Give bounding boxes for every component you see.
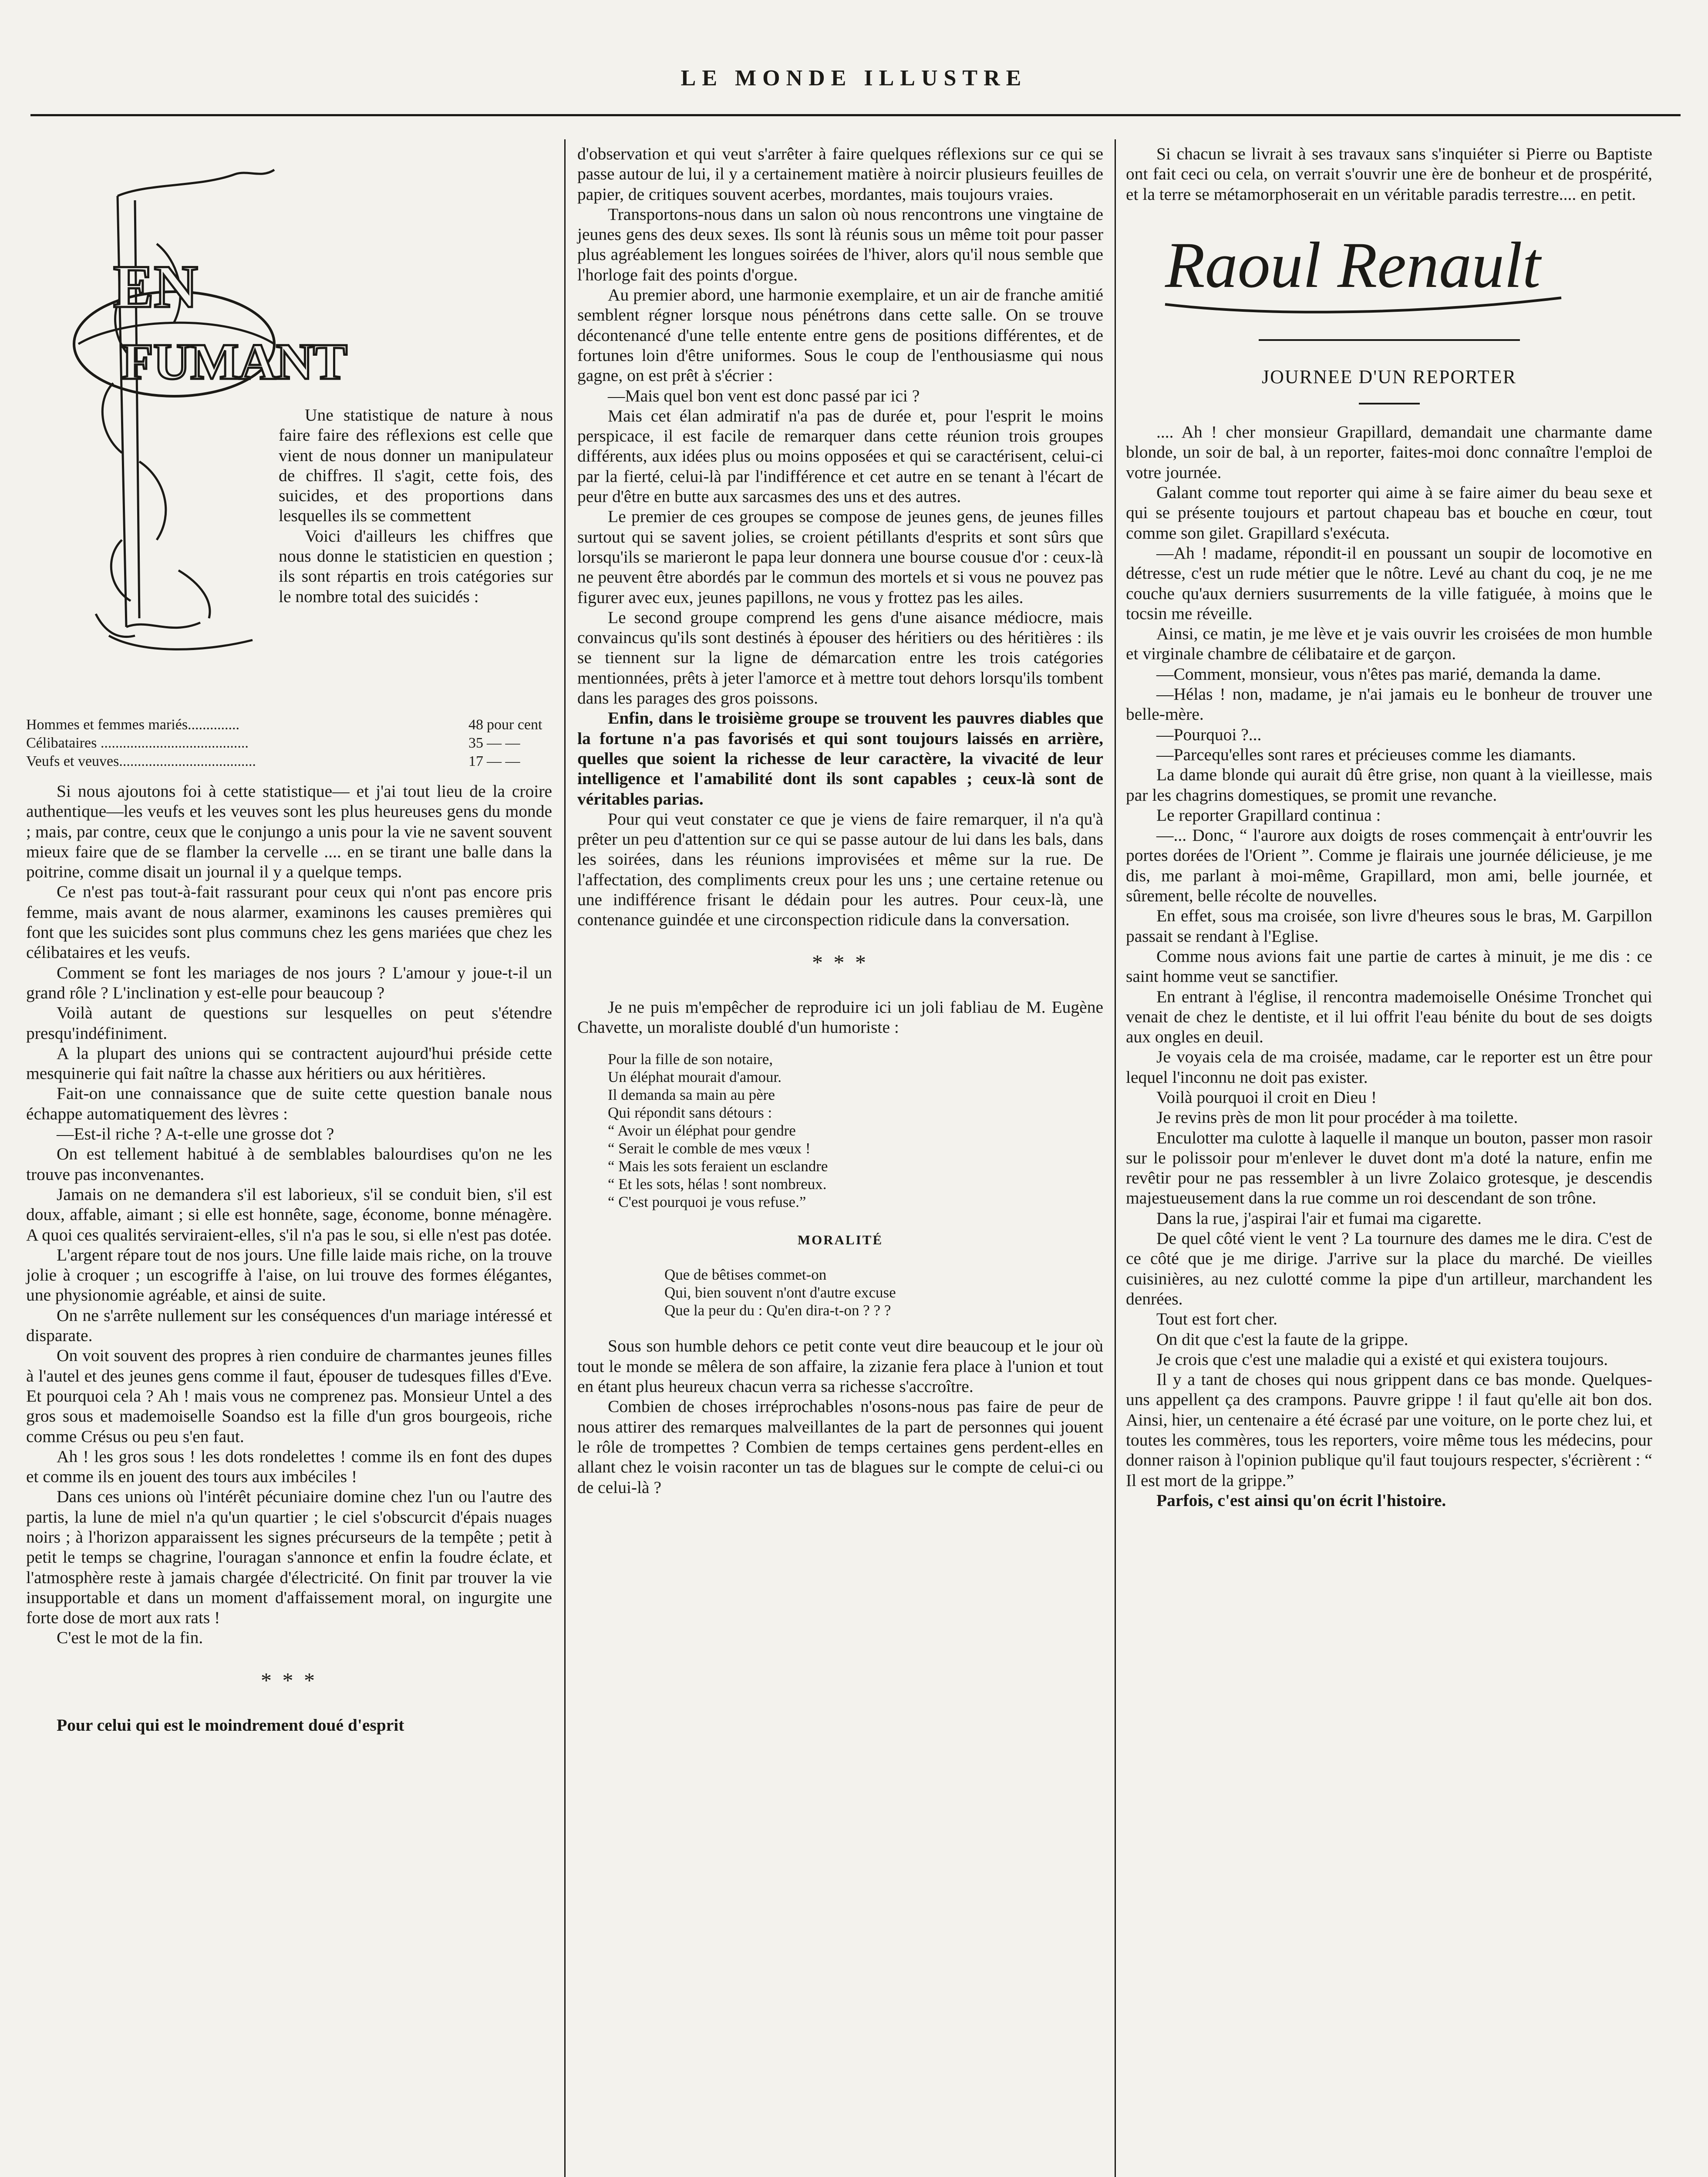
paragraph: L'argent répare tout de nos jours. Une fille laide mais riche, on la trouve jolie à croquer ; un escogriffe à l'aise, on lui trouve des formes élégantes, une physionomie agréable, et ainsi de suite. <box>26 1245 552 1305</box>
paragraph: A la plupart des unions qui se contractent aujourd'hui préside cette mesquinerie qui fait naître la chasse aux héritiers ou aux héritières. <box>26 1043 552 1083</box>
paragraph: Le reporter Grapillard continua : <box>1156 805 1381 825</box>
paragraph: Mais cet élan admiratif n'a pas de durée et, pour l'esprit le moins perspicace, il est facile de remarquer dans cette réunion trois groupes différents, aux idées plus ou moins opposées et qui se caractérisent, celui-ci par la fierté, celui-là par l'indifférence et cet autre en se tenant à l'écart de peur d'être en butte aux sarcasmes des uns et des autres. <box>577 406 1103 506</box>
paragraph: Comment se font les mariages de nos jours ? L'amour y joue-t-il un grand rôle ? L'inclination y est-elle pour beaucoup ? <box>26 963 552 1002</box>
poem-line: “ Et les sots, hélas ! sont nombreux. <box>608 1176 827 1193</box>
poem-line: “ Mais les sots feraient un esclandre <box>608 1158 828 1175</box>
moral-poem <box>577 1266 1103 1319</box>
paragraph: Ah ! les gros sous ! les dots rondelettes ! comme ils en font des dupes et comme ils en jouent des tours aux imbéciles ! <box>26 1446 552 1486</box>
stat-value: 48 <box>468 717 483 733</box>
en-fumant-vignette <box>70 157 347 662</box>
section-separator: * * * <box>812 950 869 974</box>
paragraph: Il y a tant de choses qui nous grippent dans ce bas monde. Quelques-uns appellent ça des crampons. Pauvre grippe ! il faut qu'elle ait bon dos. Ainsi, hier, un centenaire a été écrasé par une voiture, on le porte chez lui, et toutes les commères, tous les reporters, voire même tous les médecins, pour donner raison à l'opinion publique qu'il faut toujours respecter, s'écrièrent : “ Il est mort de la grippe.” <box>1126 1370 1652 1490</box>
paragraph: Je ne puis m'empêcher de reproduire ici un joli fabliau de M. Eugène Chavette, un moraliste doublé d'un humoriste : <box>577 997 1103 1037</box>
paragraph: —Ah ! madame, répondit-il en poussant un soupir de locomotive en détresse, c'est un rude métier que le nôtre. Levé au chant du coq, je ne me couche qu'aux derniers susurrements de la ville fatiguée, à moins que le tocsin me réveille. <box>1126 543 1652 623</box>
paragraph: Fait-on une connaissance que de suite cette question banale nous échappe automatiquement des lèvres : <box>26 1084 552 1123</box>
masthead-title: LE MONDE ILLUSTRE <box>681 66 1027 91</box>
header-rule <box>30 114 1681 116</box>
fabliau-poem <box>577 1050 1103 1211</box>
paragraph: Dans ces unions où l'intérêt pécuniaire domine chez l'un ou l'autre des partis, la lune de miel n'a qu'un quartier ; le ciel s'obscurcit d'épais nuages noirs ; à l'horizon apparaissent les signes précurseurs de la tempête ; petit à petit le temps se chagrine, l'ouragan s'annonce et enfin la foudre éclate, et l'atmosphère reste à jamais chargée d'électricité. On finit par trouver la vie insupportable et dans un moment d'affaissement moral, on ingurgite une forte dose de mort aux rats ! <box>26 1487 552 1628</box>
suicide-statistics <box>26 716 552 771</box>
column-3 <box>1126 144 1652 1510</box>
title-underline <box>1359 403 1420 404</box>
stat-label: Célibataires ........................................ <box>26 735 249 751</box>
paragraph: Voilà autant de questions sur lesquelles on peut s'étendre presqu'indéfiniment. <box>26 1003 552 1043</box>
paragraph: Je crois que c'est une maladie qui a existé et qui existera toujours. <box>1156 1349 1608 1369</box>
paragraph: Sous son humble dehors ce petit conte veut dire beaucoup et le jour où tout le monde se mêlera de son affaire, la zizanie fera place à l'union et tout en étant plus heureux chacun verra sa richesse s'accroître. <box>577 1336 1103 1396</box>
stat-label: Hommes et femmes mariés.............. <box>26 717 240 733</box>
paragraph: C'est le mot de la fin. <box>57 1628 203 1648</box>
stat-row <box>26 752 552 771</box>
moral-title: MORALITÉ <box>797 1232 883 1248</box>
paragraph: Si chacun se livrait à ses travaux sans s'inquiéter si Pierre ou Baptiste ont fait ceci ou cela, on verrait s'ouvrir une ère de bonheur et de prospérité, et la terre se métamorphoserait en un véritable paradis terrestre.... en petit. <box>1126 144 1652 204</box>
paragraph: —Hélas ! non, madame, je n'ai jamais eu le bonheur de trouver une belle-mère. <box>1126 684 1652 724</box>
paragraph: —Pourquoi ?... <box>1156 725 1262 744</box>
paragraph: Le premier de ces groupes se compose de jeunes gens, de jeunes filles surtout qui se savent jolies, se croient pétillants d'esprits et sont sûrs que lorsqu'ils se marieront le papa leur donnera une bourse cousue d'or : ceux-là ne peuvent être abordés par le commun des mortels et si vous ne pouvez pas figurer avec eux, jeunes papillons, ne vous y frottez pas les ailes. <box>577 507 1103 607</box>
paragraph: Au premier abord, une harmonie exemplaire, et un air de franche amitié semblent régner lorsque nous pénétrons dans cette salle. On se trouve décontenancé d'une telle entente entre gens de positions différentes, et de fortunes loin d'être uniformes. Sous le coup de l'enthousiasme qui nous gagne, on est prêt à s'écrier : <box>577 285 1103 385</box>
signature-block <box>1126 204 1652 339</box>
stat-unit: pour cent <box>487 717 542 733</box>
paragraph: De quel côté vient le vent ? La tournure des dames me le dira. C'est de ce côté que je me dirige. J'arrive sur la place du marché. De vieilles cuisinières, au nez culotté comme la pipe d'un artilleur, marchandent les denrées. <box>1126 1229 1652 1308</box>
poem-line: Que la peur du : Qu'en dira-t-on ? ? ? <box>664 1302 891 1319</box>
stat-row <box>26 734 552 752</box>
paragraph: Transportons-nous dans un salon où nous rencontrons une vingtaine de jeunes gens des deux sexes. Ils sont là réunis sous un même toit pour passer plus agréablement les longues soirées de l'hiver, alors qu'il nous semble que l'horloge fait des points d'orgue. <box>577 204 1103 284</box>
poem-line: “ Serait le comble de mes vœux ! <box>608 1140 811 1157</box>
signature <box>1126 204 1652 335</box>
paragraph: .... Ah ! cher monsieur Grapillard, demandait une charmante dame blonde, un soir de bal, à un reporter, faites-moi donc connaître l'emploi de votre journée. <box>1126 422 1652 482</box>
column-1 <box>26 144 552 1735</box>
paragraph: Jamais on ne demandera s'il est laborieux, s'il se conduit bien, s'il est doux, affable, aimant ; si elle est honnête, sage, économe, bonne ménagère. A quoi ces qualités serviraient-elles, s'il n'a pas le sou, si elle n'est pas dotée. <box>26 1184 552 1244</box>
paragraph: Dans la rue, j'aspirai l'air et fumai ma cigarette. <box>1156 1208 1482 1228</box>
section-separator: * * * <box>261 1668 317 1692</box>
paragraph: —Parcequ'elles sont rares et précieuses comme les diamants. <box>1156 745 1576 764</box>
poem-line: “ Avoir un éléphat pour gendre <box>608 1122 796 1139</box>
stat-label: Veufs et veuves..................................... <box>26 753 256 769</box>
paragraph: On voit souvent des propres à rien conduire de charmantes jeunes filles à l'autel et des jeunes gens comme il faut, épouser de tudesques filles d'Eve. Et pourquoi cela ? Ah ! mais vous ne comprenez pas. Monsieur Untel a des gros sous et mademoiselle Soandso est la fille d'un gros bourgeois, riche comme Crésus ou peu s'en faut. <box>26 1346 552 1446</box>
paragraph: Galant comme tout reporter qui aime à se faire aimer du beau sexe et qui se présente toujours et partout chapeau bas et bouche en cœur, tout comme son gilet. Grapillard s'exécuta. <box>1126 483 1652 543</box>
paragraph: —Comment, monsieur, vous n'êtes pas marié, demanda la dame. <box>1156 664 1601 684</box>
stat-unit: — — <box>487 753 520 769</box>
paragraph: Je revins près de mon lit pour procéder à ma toilette. <box>1156 1108 1518 1127</box>
stat-value: 17 <box>468 753 483 769</box>
paragraph: Tout est fort cher. <box>1156 1309 1278 1329</box>
column-2 <box>577 144 1103 1497</box>
paragraph: Parfois, c'est ainsi qu'on écrit l'histoire. <box>1156 1490 1446 1510</box>
paragraph: Voilà pourquoi il croit en Dieu ! <box>1156 1087 1377 1107</box>
intro-block <box>26 144 552 714</box>
poem-line: Qui, bien souvent n'ont d'autre excuse <box>664 1284 896 1301</box>
paragraph: —... Donc, “ l'aurore aux doigts de roses commençait à entr'ouvrir les portes dorées de l'Orient ”. Comme je flairais une journée délicieuse, je me dis, me parlant à moi-même, Grapillard, mon ami, belle journée, et sûrement, belle récolte de nouvelles. <box>1126 826 1652 906</box>
poem-line: Il demanda sa main au père <box>608 1086 775 1104</box>
poem-line: “ C'est pourquoi je vous refuse.” <box>608 1193 806 1211</box>
poem-line: Que de bêtises commet-on <box>664 1266 827 1284</box>
paragraph: En effet, sous ma croisée, son livre d'heures sous le bras, M. Garpillon passait se rendant à l'Eglise. <box>1126 906 1652 946</box>
paragraph: La dame blonde qui aurait dû être grise, non quant à la vieillesse, mais par les chagrins domestiques, se promit une revanche. <box>1126 765 1652 805</box>
paragraph: Pour celui qui est le moindrement doué d'esprit <box>57 1715 404 1735</box>
stat-value: 35 <box>468 735 483 751</box>
paragraph: On ne s'arrête nullement sur les conséquences d'un mariage intéressé et disparate. <box>26 1305 552 1345</box>
paragraph: Si nous ajoutons foi à cette statistique— et j'ai tout lieu de la croire authentique—les veufs et les veuves sont les plus heureuses gens du monde ; mais, par contre, ceux que le conjungo a unis pour la vie ne savent souvent mieux faire que de se flamber la cervelle .... en se tirant une balle dans la poitrine, comme disait un journal il y a quelque temps. <box>26 782 552 882</box>
paragraph: Le second groupe comprend les gens d'une aisance médiocre, mais convaincus qu'ils sont destinés à épouser des héritiers ou des héritières : ils se tiennent sur la ligne de démarcation entre les trois catégories mentionnées, prêts à jeter l'amorce et à mettre tout dehors lorsqu'ils tombent dans les parages des gros poissons. <box>577 607 1103 708</box>
stat-row <box>26 716 552 734</box>
paragraph: Je voyais cela de ma croisée, madame, car le reporter est un être pour lequel l'inconnu ne doit pas exister. <box>1126 1047 1652 1087</box>
paragraph: Ainsi, ce matin, je me lève et je vais ouvrir les croisées de mon humble et virginale chambre de célibataire et de garçon. <box>1126 624 1652 664</box>
paragraph: On est tellement habitué à de semblables balourdises qu'on ne les trouve pas inconvenantes. <box>26 1144 552 1184</box>
signature-text: Raoul Renault <box>1165 229 1541 301</box>
poem-line: Qui répondit sans détours : <box>608 1104 772 1122</box>
paragraph: En entrant à l'église, il rencontra mademoiselle Onésime Tronchet qui venait de chez le dentiste, et il lui offrit l'eau bénite du bout de ses doigts aux ongles en deuil. <box>1126 987 1652 1047</box>
vignette-title-fumant: FUMANT <box>122 333 347 390</box>
paragraph: Enculotter ma culotte à laquelle il manque un bouton, passer mon rasoir sur le polissoir pour m'enlever le duvet dont m'a doté la nature, enfin me revêtir pour ne pas ressembler à un livre Zolaico grotesque, je descendis majestueusement dans la rue comme un roi descendant de son trône. <box>1126 1128 1652 1208</box>
paragraph: —Est-il riche ? A-t-elle une grosse dot ? <box>57 1124 334 1144</box>
paragraph: Pour qui veut constater ce que je viens de faire remarquer, il n'a qu'à prêter un peu d'attention sur ce qui se passe autour de lui dans les bals, dans les soirées, dans les réunions improvisées et même sur la rue. De l'affectation, des compliments creux pour les uns ; une certaine retenue ou une indifférence frisant le dédain pour les autres. Pour ceux-là, une contenance guindée et une circonspection ridicule dans la conversation. <box>577 809 1103 930</box>
stat-unit: — — <box>487 735 520 751</box>
paragraph: On dit que c'est la faute de la grippe. <box>1156 1329 1408 1349</box>
paragraph: Ce n'est pas tout-à-fait rassurant pour ceux qui n'ont pas encore pris femme, mais avant de nous alarmer, examinons les causes premières qui font que les suicides sont plus communs chez les gens mariées que chez les célibataires et les veufs. <box>26 882 552 962</box>
paragraph: Comme nous avions fait une partie de cartes à minuit, je me dis : ce saint homme veut se sanctifier. <box>1126 946 1652 986</box>
column-divider-1 <box>564 139 566 2177</box>
paragraph: d'observation et qui veut s'arrêter à faire quelques réflexions sur ce qui se passe autour de lui, il y a certainement matière à noircir plusieurs feuilles de papier, de critiques souvent acerbes, mordantes, mais toujours vraies. <box>577 144 1103 204</box>
paragraph: Combien de choses irréprochables n'osons-nous pas faire de peur de nous attirer des remarques malveillantes de la part de personnes qui jouent le rôle de trompettes ? Combien de temps certaines gens perdent-elles en allant chez le voisin raconter un tas de blagues sur le compte de celui-ci ou de celui-là ? <box>577 1397 1103 1497</box>
poem-line: Pour la fille de son notaire, <box>608 1051 773 1068</box>
paragraph: —Mais quel bon vent est donc passé par ici ? <box>608 386 920 405</box>
paragraph: Enfin, dans le troisième groupe se trouvent les pauvres diables que la fortune n'a pas favorisés et qui sont toujours laissés en arrière, quelles que soient la richesse de leur caractère, la vivacité de leur intelligence et l'amabilité dont ils sont capables ; ceux-là sont de véritables parias. <box>577 708 1103 809</box>
intro-text <box>279 405 553 607</box>
paragraph: Voici d'ailleurs les chiffres que nous donne le statisticien en question ; ils sont répartis en trois catégories sur le nombre total des suicidés : <box>279 526 553 606</box>
column-divider-2 <box>1115 139 1116 2177</box>
vignette-title-en: EN <box>113 253 198 320</box>
article-title: JOURNEE D'UN REPORTER <box>1261 366 1517 388</box>
poem-line: Un éléphat mourait d'amour. <box>608 1068 782 1086</box>
paragraph: Une statistique de nature à nous faire faire des réflexions est celle que vient de nous donner un manipulateur de chiffres. Il s'agit, cette fois, des suicides, et des proportions dans lesquelles ils se commettent <box>279 405 553 526</box>
section-rule <box>1259 339 1520 341</box>
